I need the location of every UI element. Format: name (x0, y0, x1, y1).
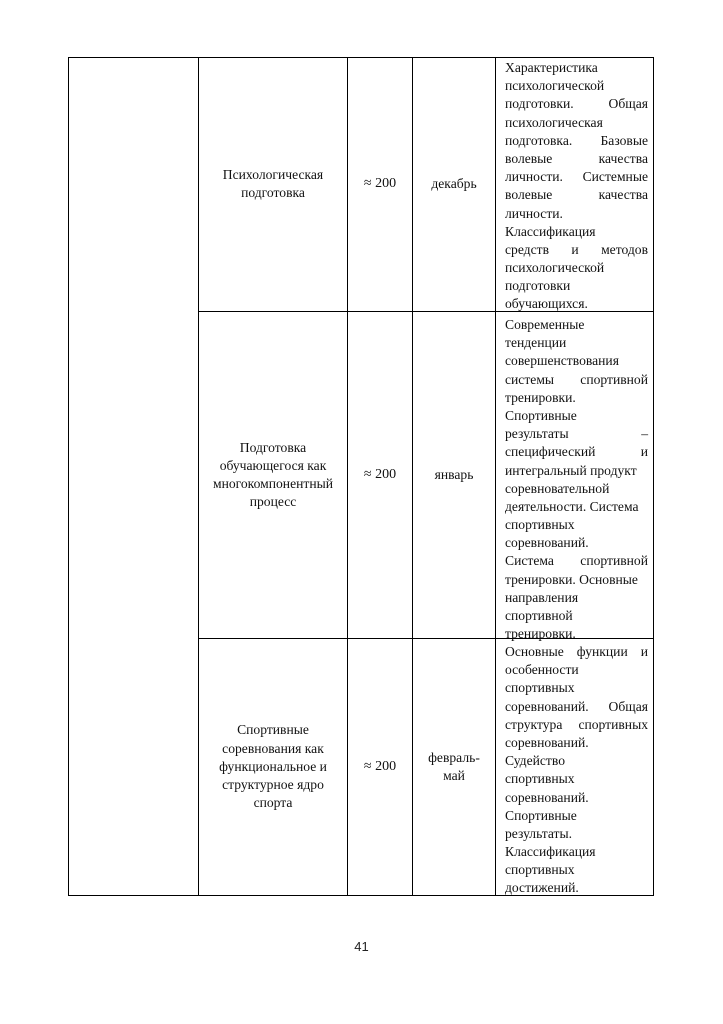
description-line: соревнований. (505, 535, 589, 551)
hours-cell: ≈ 200 (363, 758, 397, 774)
description-line: деятельности. Система (505, 498, 639, 514)
period-line: май (443, 768, 465, 783)
description-line: спортивных (505, 771, 575, 787)
description-line: специфический и (505, 444, 648, 460)
period-line: февраль- (428, 749, 480, 765)
table-border-right (653, 57, 654, 896)
topic-line: соревнования как (222, 740, 324, 756)
topic-line: Спортивные (237, 722, 309, 738)
period-cell (413, 312, 495, 638)
curriculum-table (68, 57, 654, 896)
description-line: тенденции (505, 335, 567, 351)
hours-cell: ≈ 200 (363, 175, 397, 191)
topic-cell (199, 57, 347, 311)
topic-line: Психологическая (222, 166, 324, 182)
description-line: спортивных (505, 862, 575, 878)
description-line: Основные функции и (505, 644, 648, 659)
topic-line: Подготовка (239, 439, 307, 455)
description-cell (505, 316, 648, 643)
topic-line: подготовка (241, 185, 305, 200)
hours-cell: ≈ 200 (363, 466, 397, 482)
period-cell (413, 639, 495, 895)
description-line: Классификация (505, 844, 596, 860)
description-line: тренировки. (505, 389, 576, 405)
description-line: обучающихся. (505, 296, 588, 312)
topic-cell (199, 312, 347, 638)
description-line: соревнований. (505, 734, 589, 750)
description-line: системы спортивной (505, 371, 648, 387)
topic-line: обучающегося как (219, 457, 327, 473)
description-line: подготовки. Общая (505, 96, 648, 112)
topic-line: функциональное и (219, 758, 327, 774)
description-line: Современные (505, 317, 585, 332)
description-line: направления (505, 589, 579, 605)
description-line: личности. (505, 205, 563, 221)
description-line: средств и методов (505, 241, 648, 257)
description-line: структура спортивных (505, 716, 648, 732)
description-line: психологическая (505, 114, 603, 130)
description-line: спортивных (505, 680, 575, 696)
empty-section-cell (68, 57, 198, 896)
description-line: личности. Системные (505, 169, 648, 185)
description-line: Классификация (505, 223, 596, 239)
description-cell (505, 59, 648, 314)
description-line: волевые качества (505, 187, 648, 203)
description-line: Судейство (505, 753, 565, 769)
description-line: соревнований. Общая (505, 698, 648, 714)
description-line: спортивной (505, 608, 573, 623)
description-line: подготовки (505, 278, 571, 294)
description-line: результаты – (505, 426, 648, 442)
description-line: психологической (505, 260, 605, 276)
description-line: спортивных (505, 517, 575, 533)
description-cell (505, 643, 648, 898)
description-line: особенности (505, 662, 579, 678)
description-line: совершенствования (505, 353, 619, 369)
description-line: подготовка. Базовые (505, 132, 648, 148)
topic-cell (199, 639, 347, 895)
description-line: соревнований. (505, 789, 589, 805)
description-line: интегральный продукт (505, 462, 637, 478)
period-cell (413, 57, 495, 311)
description-line: достижений. (505, 880, 579, 896)
description-line: волевые качества (505, 150, 648, 166)
description-line: тренировки. Основные (505, 571, 638, 587)
description-line: Система спортивной (505, 553, 648, 569)
description-line: психологической (505, 78, 605, 94)
column-divider-4 (495, 57, 496, 896)
topic-line: процесс (249, 494, 297, 510)
description-line: тренировки. (505, 626, 576, 642)
description-line: Характеристика (505, 60, 598, 75)
description-line: результаты. (505, 825, 573, 841)
topic-line: многокомпонентный (212, 476, 334, 491)
period-line: январь (434, 466, 474, 482)
topic-line: структурное ядро (222, 777, 324, 793)
description-line: Спортивные (505, 807, 577, 823)
description-line: Спортивные (505, 407, 577, 423)
description-line: соревновательной (505, 480, 610, 496)
period-line: декабрь (431, 175, 477, 191)
topic-line: спорта (253, 795, 293, 811)
page-number: 41 (354, 939, 369, 954)
